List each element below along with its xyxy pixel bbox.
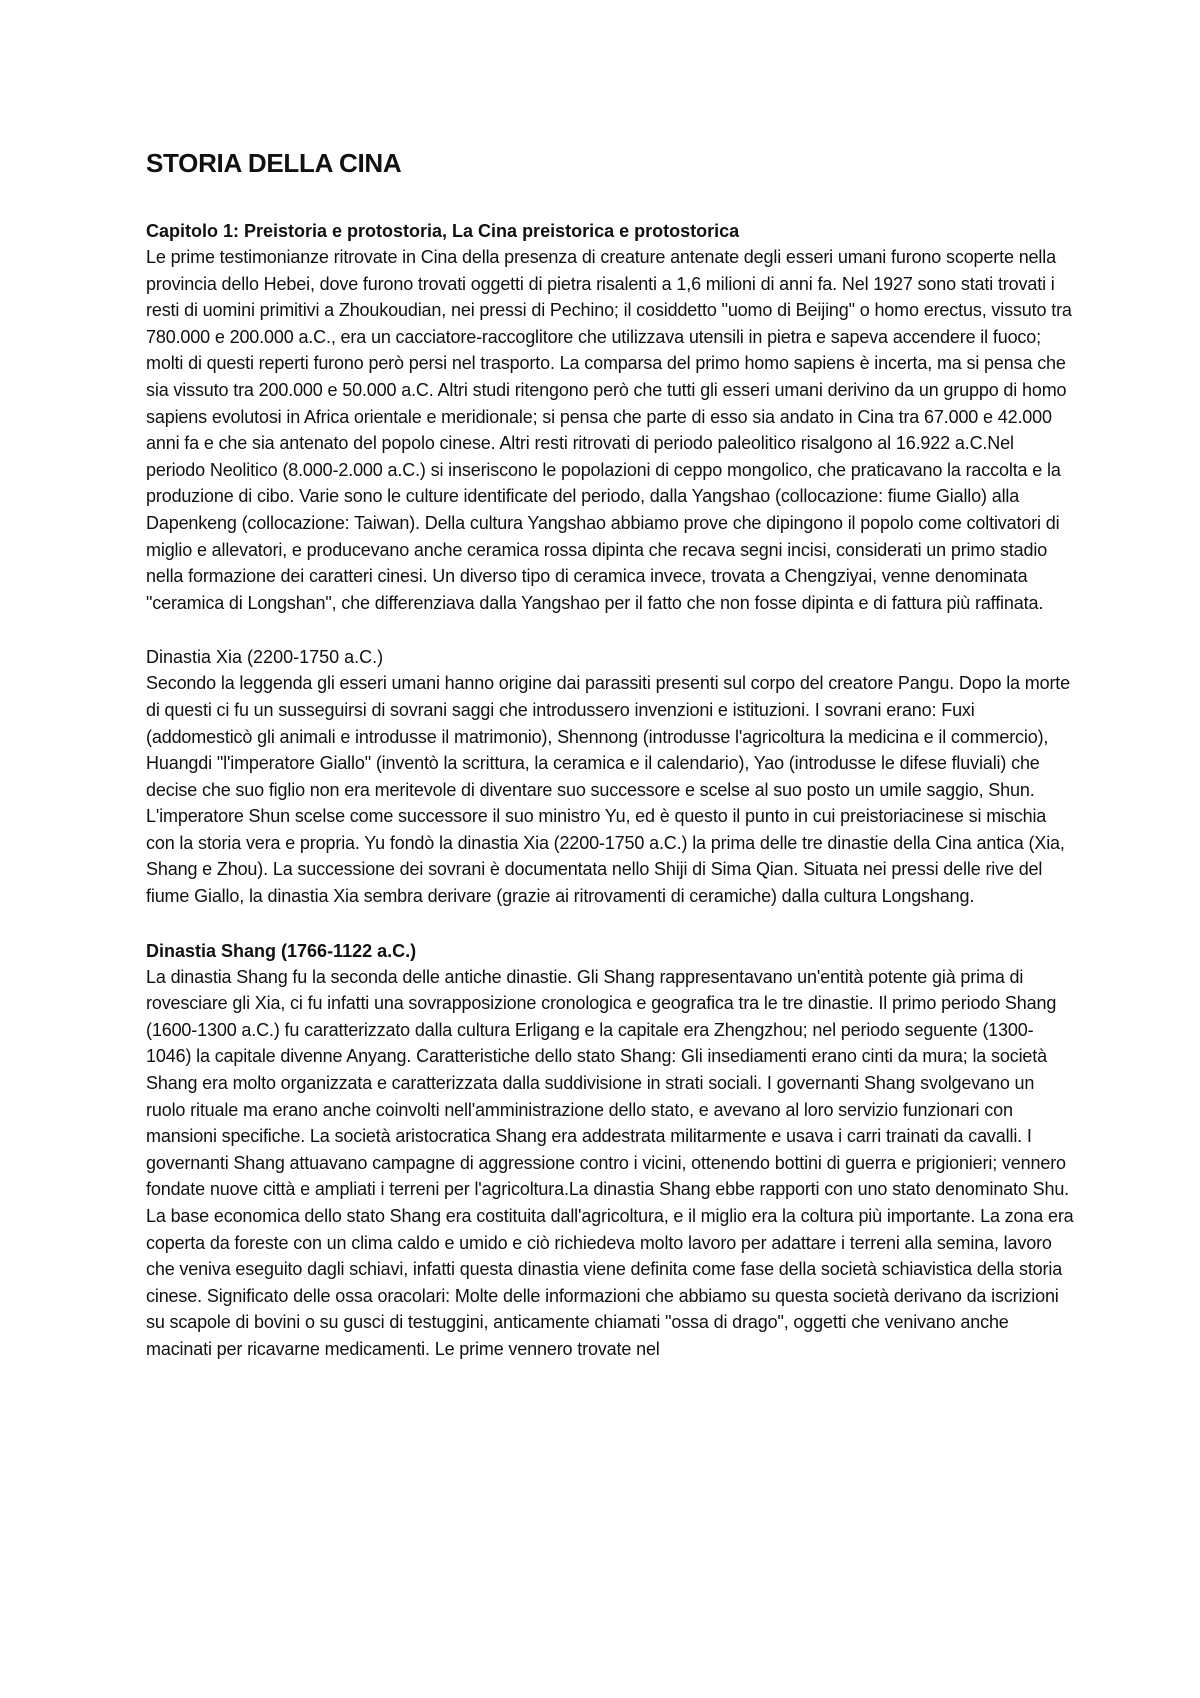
document-title: STORIA DELLA CINA <box>146 148 402 178</box>
section-dinastia-xia <box>146 644 1076 909</box>
section-body: La dinastia Shang fu la seconda delle antiche dinastie. Gli Shang rappresentavano un'entità potente già prima di rovesciare gli Xia, ci fu infatti una sovrapposizione cronologica e geografica tra le tre dinastie. Il primo periodo Shang (1600-1300 a.C.) fu caratterizzato dalla cultura Erligang e la capitale era Zhengzhou; nel periodo seguente (1300-1046) la capitale divenne Anyang. Caratteristiche dello stato Shang: Gli insediamenti erano cinti da mura; la società Shang era molto organizzata e caratterizzata dalla suddivisione in strati sociali. I governanti Shang svolgevano un ruolo rituale ma erano anche coinvolti nell'amministrazione dello stato, e avevano al loro servizio funzionari con mansioni specifiche. La società aristocratica Shang era addestrata militarmente e usava i carri trainati da cavalli. I governanti Shang attuavano campagne di aggressione contro i vicini, ottenendo bottini di guerra e prigionieri; vennero fondate nuove città e ampliati i terreni per l'agricoltura.La dinastia Shang ebbe rapporti con uno stato denominato Shu. La base economica dello stato Shang era costituita dall'agricoltura, e il miglio era la coltura più importante. La zona era coperta da foreste con un clima caldo e umido e ciò richiedeva molto lavoro per adattare i terreni alla semina, lavoro che veniva eseguito dagli schiavi, infatti questa dinastia viene definita come fase della società schiavistica della storia cinese. Significato delle ossa oracolari: Molte delle informazioni che abbiamo su questa società derivano da iscrizioni su scapole di bovini o su gusci di testuggini, anticamente chiamati "ossa di drago", oggetti che venivano anche macinati per ricavarne medicamenti. Le prime vennero trovate nel <box>146 966 1074 1359</box>
section-heading: Dinastia Xia (2200-1750 a.C.) <box>146 647 384 668</box>
section-heading: Capitolo 1: Preistoria e protostoria, La Cina preistorica e protostorica <box>146 221 740 241</box>
section-dinastia-shang <box>146 938 1076 1363</box>
section-body: Le prime testimonianze ritrovate in Cina della presenza di creature antenate degli esseri umani furono scoperte nella provincia dello Hebei, dove furono trovati oggetti di pietra risalenti a 1,6 milioni di anni fa. Nel 1927 sono stati trovati i resti di uomini primitivi a Zhoukoudian, nei pressi di Pechino; il cosiddetto "uomo di Beijing" o homo erectus, vissuto tra 780.000 e 200.000 a.C., era un cacciatore-raccoglitore che utilizzava utensili in pietra e sapeva accendere il fuoco; molti di questi reperti furono però persi nel trasporto. La comparsa del primo homo sapiens è incerta, ma si pensa che sia vissuto tra 200.000 e 50.000 a.C. Altri studi ritengono però che tutti gli esseri umani derivino da un gruppo di homo sapiens evolutosi in Africa orientale e meridionale; si pensa che parte di esso sia andato in Cina tra 67.000 e 42.000 anni fa e che sia antenato del popolo cinese. Altri resti ritrovati di periodo paleolitico risalgono al 16.922 a.C.Nel periodo Neolitico (8.000-2.000 a.C.) si inseriscono le popolazioni di ceppo mongolico, che praticavano la raccolta e la produzione di cibo. Varie sono le culture identificate del periodo, dalla Yangshao (collocazione: fiume Giallo) alla Dapenkeng (collocazione: Taiwan). Della cultura Yangshao abbiamo prove che dipingono il popolo come coltivatori di miglio e allevatori, e producevano anche ceramica rossa dipinta che recava segni incisi, considerati un primo stadio nella formazione dei caratteri cinesi. Un diverso tipo di ceramica invece, trovata a Chengziyai, venne denominata "ceramica di Longshan", che differenziava dalla Yangshao per il fatto che non fosse dipinta e di fattura più raffinata. <box>146 247 1072 613</box>
section-heading: Dinastia Shang (1766-1122 a.C.) <box>146 940 417 961</box>
document-page <box>146 148 1076 1391</box>
section-body: Secondo la leggenda gli esseri umani hanno origine dai parassiti presenti sul corpo del creatore Pangu. Dopo la morte di questi ci fu un susseguirsi di sovrani saggi che introdussero invenzioni e istituzioni. I sovrani erano: Fuxi (addomesticò gli animali e introdusse il matrimonio), Shennong (introdusse l'agricoltura la medicina e il commercio), Huangdi "l'imperatore Giallo" (inventò la scrittura, la ceramica e il calendario), Yao (introdusse le difese fluviali) che decise che suo figlio non era meritevole di diventare suo successore e scelse al suo posto un umile saggio, Shun. L'imperatore Shun scelse come successore il suo ministro Yu, ed è questo il punto in cui preistoriacinese si mischia con la storia vera e propria. Yu fondò la dinastia Xia (2200-1750 a.C.) la prima delle tre dinastie della Cina antica (Xia, Shang e Zhou). La successione dei sovrani è documentata nello Shiji di Sima Qian. Situata nei pressi delle rive del fiume Giallo, la dinastia Xia sembra derivare (grazie ai ritrovamenti di ceramiche) dalla cultura Longshang. <box>146 673 1071 907</box>
section-preistoria <box>146 218 1076 616</box>
